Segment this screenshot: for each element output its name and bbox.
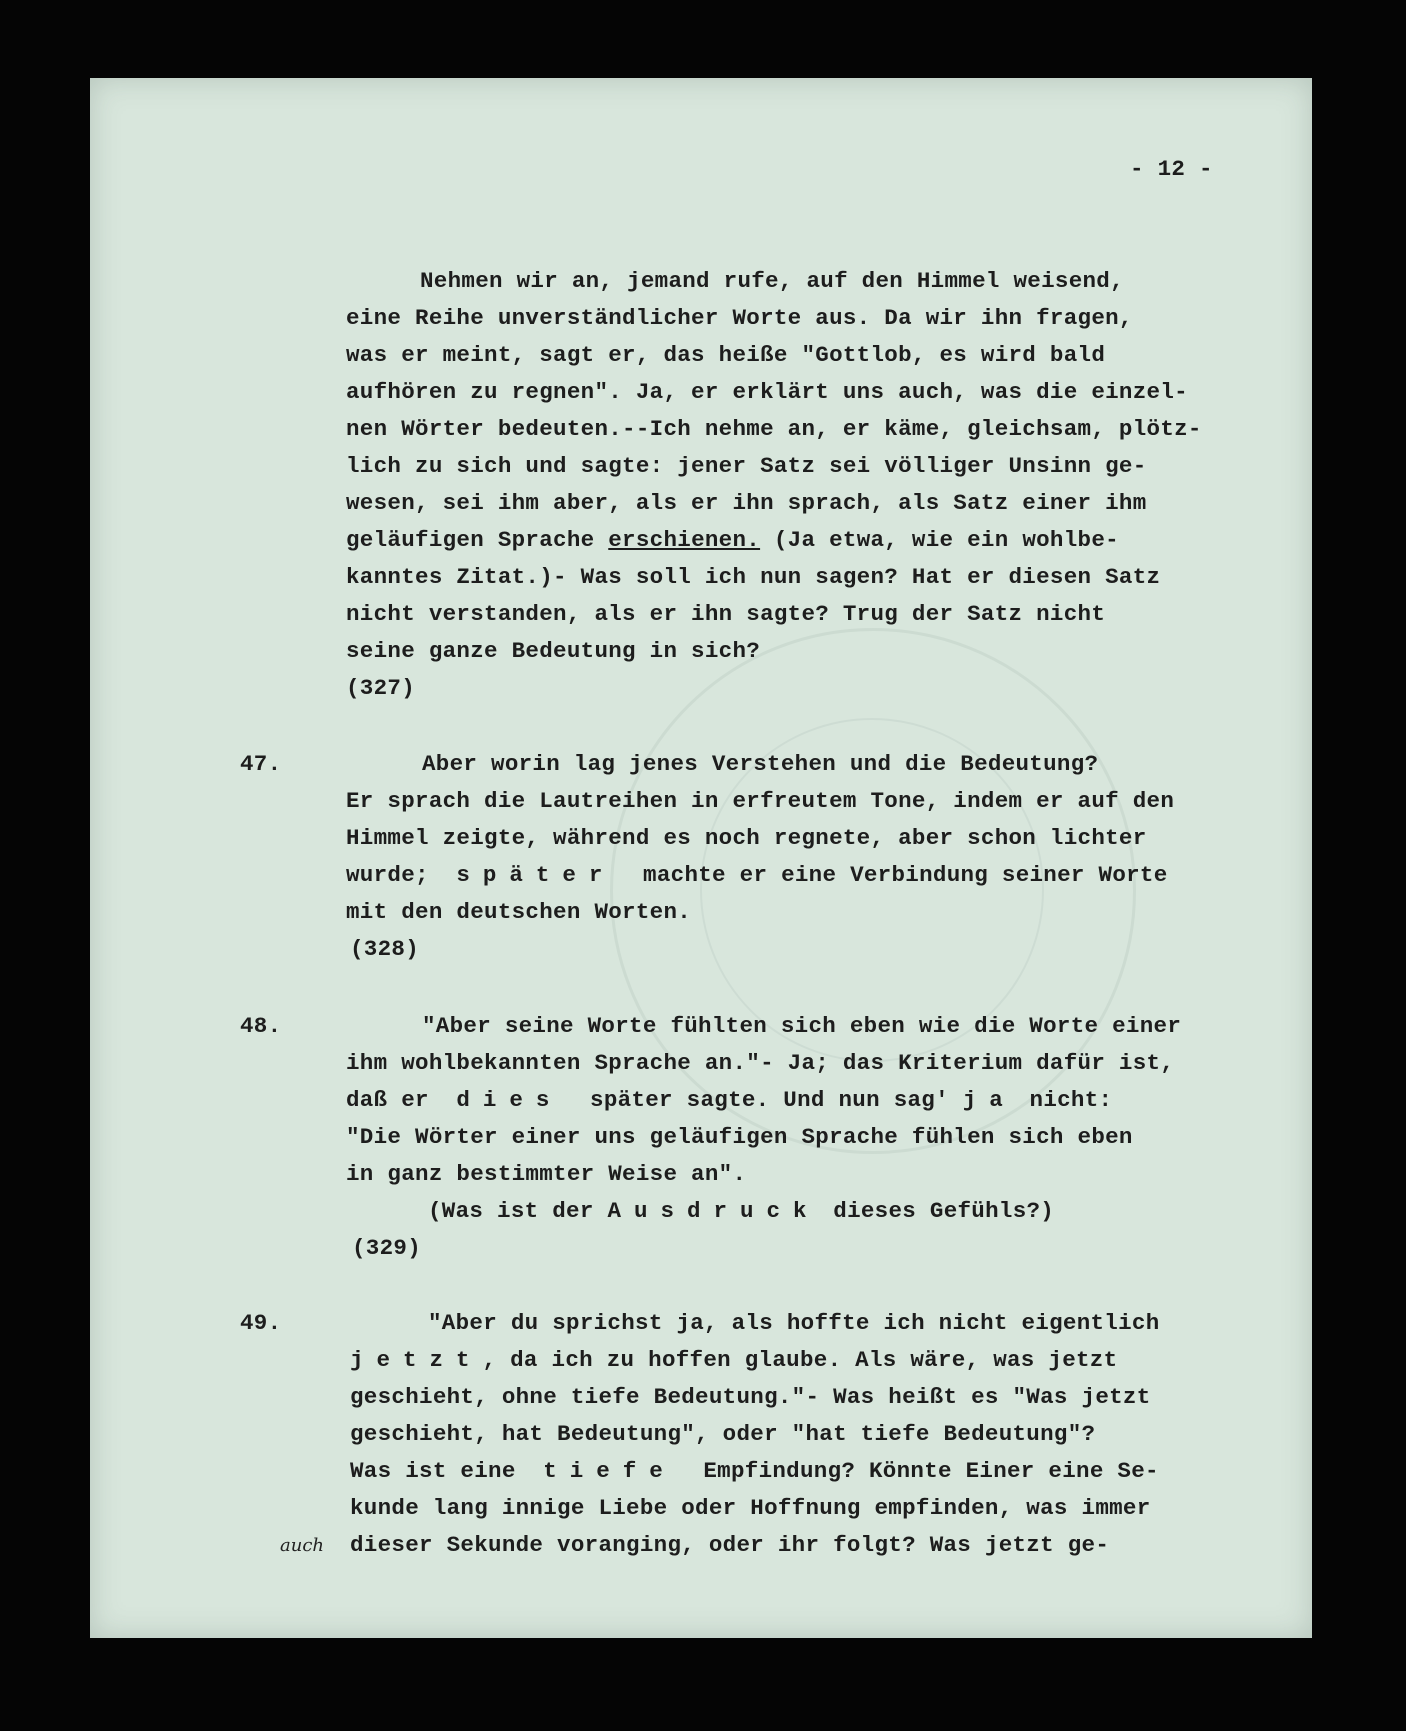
text-line: wesen, sei ihm aber, als er ihn sprach, als Satz einer ihm [346, 490, 1147, 516]
text-line [350, 1347, 1117, 1373]
text-segment: wurde; [346, 862, 457, 888]
handwritten-margin-note: auch [280, 1535, 324, 1556]
text-line [346, 1087, 1112, 1113]
text-segment: nicht: [1015, 1087, 1113, 1113]
text-line: nen Wörter bedeuten.--Ich nehme an, er käme, gleichsam, plötz- [346, 416, 1202, 442]
reference-number: (328) [350, 936, 420, 962]
text-line: was er meint, sagt er, das heiße "Gottlob, es wird bald [346, 342, 1106, 368]
section-number: 49. [240, 1310, 282, 1336]
section-number: 47. [240, 751, 282, 777]
text-line: Nehmen wir an, jemand rufe, auf den Himmel weisend, [420, 268, 1124, 294]
reference-number: (327) [346, 675, 416, 701]
text-line [346, 862, 1168, 888]
text-line [346, 527, 1119, 553]
text-line: Himmel zeigte, während es noch regnete, aber schon lichter [346, 825, 1147, 851]
text-segment: , da ich zu hoffen glaube. Als wäre, was jetzt [482, 1347, 1118, 1373]
text-line: Er sprach die Lautreihen in erfreutem Tone, indem er auf den [346, 788, 1175, 814]
text-line: eine Reihe unverständlicher Worte aus. Da wir ihn fragen, [346, 305, 1133, 331]
text-line: "Die Wörter einer uns geläufigen Sprache fühlen sich eben [346, 1124, 1133, 1150]
spaced-emphasis: dies [456, 1087, 563, 1113]
text-line: geschieht, ohne tiefe Bedeutung."- Was heißt es "Was jetzt [350, 1384, 1151, 1410]
text-segment: Empfindung? Könnte Einer eine Se- [675, 1458, 1159, 1484]
text-line: Aber worin lag jenes Verstehen und die Bedeutung? [422, 751, 1099, 777]
spaced-emphasis: tiefe [543, 1458, 676, 1484]
text-segment: geläufigen Sprache [346, 527, 609, 553]
text-line: kunde lang innige Liebe oder Hoffnung empfinden, was immer [350, 1495, 1151, 1521]
text-line: seine ganze Bedeutung in sich? [346, 638, 761, 664]
text-segment: (Was ist der [428, 1198, 608, 1224]
text-segment: daß er [346, 1087, 457, 1113]
underlined-word: erschienen. [608, 527, 761, 553]
text-line: dieser Sekunde voranging, oder ihr folgt? Was jetzt ge- [350, 1532, 1110, 1558]
text-line: "Aber du sprichst ja, als hoffte ich nicht eigentlich [428, 1310, 1160, 1336]
text-segment: dieses Gefühls?) [819, 1198, 1055, 1224]
text-line: lich zu sich und sagte: jener Satz sei völliger Unsinn ge- [346, 453, 1147, 479]
text-segment: Was ist eine [350, 1458, 544, 1484]
text-line: in ganz bestimmter Weise an". [346, 1161, 747, 1187]
page-number: - 12 - [1130, 156, 1213, 182]
text-line [350, 1458, 1159, 1484]
text-segment: später sagte. Und nun sag' [562, 1087, 963, 1113]
spaced-emphasis: jetzt [350, 1347, 483, 1373]
section-number: 48. [240, 1013, 282, 1039]
text-line [428, 1198, 1054, 1224]
text-line: aufhören zu regnen". Ja, er erklärt uns auch, was die einzel- [346, 379, 1188, 405]
text-line: kanntes Zitat.)- Was soll ich nun sagen? Hat er diesen Satz [346, 564, 1161, 590]
text-segment: machte er eine Verbindung seiner Worte [615, 862, 1168, 888]
text-line: nicht verstanden, als er ihn sagte? Trug der Satz nicht [346, 601, 1106, 627]
spaced-emphasis: Ausdruck [607, 1198, 820, 1224]
spaced-emphasis: später [456, 862, 616, 888]
text-line: mit den deutschen Worten. [346, 899, 692, 925]
text-line: "Aber seine Worte fühlten sich eben wie die Worte einer [422, 1013, 1182, 1039]
spaced-emphasis: ja [962, 1087, 1016, 1113]
reference-number: (329) [352, 1235, 422, 1261]
text-line: geschieht, hat Bedeutung", oder "hat tiefe Bedeutung"? [350, 1421, 1096, 1447]
text-line: ihm wohlbekannten Sprache an."- Ja; das Kriterium dafür ist, [346, 1050, 1175, 1076]
text-segment: (Ja etwa, wie ein wohlbe- [760, 527, 1119, 553]
